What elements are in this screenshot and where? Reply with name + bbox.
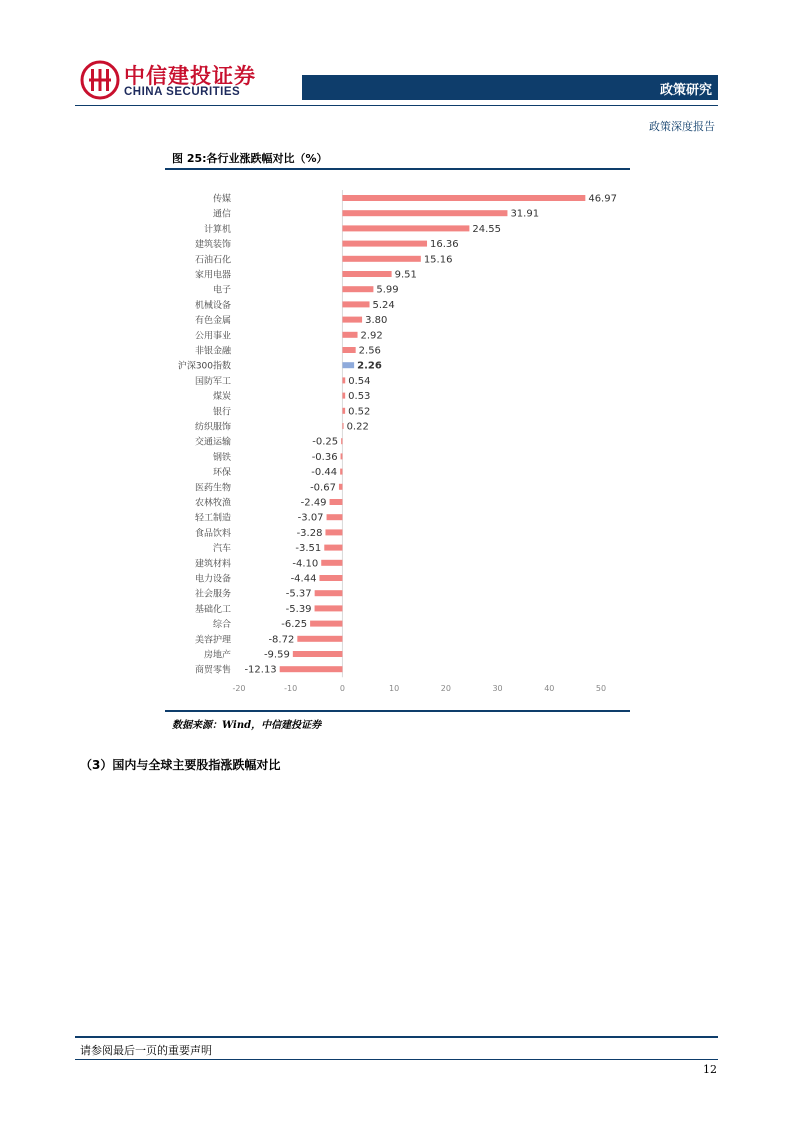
category-label: 美容护理 <box>194 635 231 646</box>
bar <box>321 560 342 566</box>
category-label: 家用电器 <box>194 270 231 281</box>
section-heading: （3）国内与全球主要股指涨跌幅对比 <box>80 758 281 772</box>
bar <box>340 469 342 475</box>
bar <box>310 621 342 627</box>
figure-bottom-rule <box>165 710 630 712</box>
data-label: 31.91 <box>510 208 540 220</box>
citic-logo-icon <box>80 60 120 100</box>
data-label: 15.16 <box>423 254 453 266</box>
bar <box>342 347 355 353</box>
category-label: 非银金融 <box>194 346 231 357</box>
page-number: 12 <box>703 1063 717 1076</box>
bar <box>342 408 345 414</box>
bar <box>342 301 369 307</box>
data-label: -0.67 <box>310 482 336 494</box>
bar <box>342 286 373 292</box>
category-label: 社会服务 <box>194 589 231 600</box>
x-tick-label: 50 <box>595 684 607 693</box>
figure-top-rule <box>165 168 630 170</box>
logo-text-cn: 中信建投证券 <box>124 64 256 88</box>
category-label: 计算机 <box>203 224 231 235</box>
data-label: 24.55 <box>472 223 502 235</box>
x-tick-label: 30 <box>492 684 503 693</box>
header-bar <box>302 75 718 100</box>
data-label: 2.26 <box>357 360 382 372</box>
bar <box>342 256 420 262</box>
logo-text-en: CHINA SECURITIES <box>124 86 241 98</box>
category-label: 沪深300指数 <box>177 361 231 372</box>
data-label: -0.36 <box>311 451 338 463</box>
category-label: 通信 <box>212 209 231 220</box>
bar <box>342 423 343 429</box>
bar <box>342 393 345 399</box>
x-tick-label: 20 <box>440 684 451 693</box>
bar <box>341 438 342 444</box>
category-label: 石油石化 <box>194 255 231 266</box>
data-label: -0.44 <box>311 467 338 479</box>
category-label: 钢铁 <box>212 452 231 463</box>
category-label: 电子 <box>212 285 231 296</box>
data-label: 2.92 <box>360 330 383 342</box>
company-logo <box>80 60 260 104</box>
category-label: 国防军工 <box>194 376 231 387</box>
category-label: 电力设备 <box>194 574 231 585</box>
bar <box>342 225 469 231</box>
category-label: 基础化工 <box>194 604 231 615</box>
header-divider <box>75 105 718 106</box>
data-label: -3.07 <box>297 512 324 524</box>
x-tick-label: -10 <box>284 684 298 693</box>
data-label: -9.59 <box>263 649 290 661</box>
data-label: 46.97 <box>588 193 617 205</box>
report-type: 政策深度报告 <box>649 120 715 133</box>
bar <box>327 514 343 520</box>
category-label: 汽车 <box>212 544 231 555</box>
x-tick-label: 0 <box>339 684 345 693</box>
data-label: -5.37 <box>285 588 312 600</box>
data-label: 0.53 <box>348 391 371 403</box>
x-tick-label: 10 <box>389 684 400 693</box>
category-label: 建筑装饰 <box>194 240 231 251</box>
data-label: 16.36 <box>430 239 459 251</box>
category-label: 商贸零售 <box>194 665 231 676</box>
bar <box>342 271 391 277</box>
category-label: 交通运输 <box>194 437 231 448</box>
bar <box>342 332 357 338</box>
figure-source: 数据来源：Wind，中信建投证券 <box>172 720 322 731</box>
footer-divider <box>75 1036 718 1038</box>
category-label: 轻工制造 <box>194 513 231 524</box>
data-label: 5.24 <box>372 299 395 311</box>
data-label: 5.99 <box>376 284 399 296</box>
data-label: -4.10 <box>292 558 319 570</box>
data-label: 9.51 <box>394 269 417 281</box>
data-label: -6.25 <box>281 619 308 631</box>
data-label: -0.25 <box>312 436 339 448</box>
bar <box>315 590 343 596</box>
x-tick-label: -20 <box>232 684 246 693</box>
bar <box>339 484 342 490</box>
x-tick-label: 40 <box>544 684 555 693</box>
bar <box>342 362 354 368</box>
footer-disclaimer: 请参阅最后一页的重要声明 <box>80 1044 212 1057</box>
data-label: 0.22 <box>346 421 369 433</box>
industry-change-bar-chart <box>165 172 630 708</box>
section-label: 政策研究 <box>659 83 712 98</box>
category-label: 综合 <box>212 620 231 631</box>
bar <box>280 666 343 672</box>
bar <box>324 545 342 551</box>
bar <box>342 317 362 323</box>
category-label: 有色金属 <box>194 316 231 327</box>
data-label: -5.39 <box>285 603 312 615</box>
bar <box>319 575 342 581</box>
category-label: 环保 <box>212 468 231 479</box>
bar <box>342 377 345 383</box>
bar <box>325 529 342 535</box>
category-label: 医药生物 <box>194 483 231 494</box>
category-label: 银行 <box>212 407 231 418</box>
data-label: -2.49 <box>300 497 327 509</box>
data-label: -4.44 <box>290 573 317 585</box>
data-label: -3.51 <box>295 543 322 555</box>
category-label: 煤炭 <box>212 392 231 403</box>
bar <box>293 651 343 657</box>
category-label: 农林牧渔 <box>194 498 231 509</box>
category-label: 公用事业 <box>194 331 231 342</box>
bar <box>297 636 342 642</box>
figure-title: 图 25:各行业涨跌幅对比（%） <box>172 152 328 165</box>
data-label: -12.13 <box>244 664 277 676</box>
data-label: -3.28 <box>296 527 323 539</box>
bar <box>341 453 343 459</box>
bar <box>342 195 585 201</box>
bar <box>315 605 343 611</box>
category-label: 机械设备 <box>194 300 231 311</box>
bar <box>342 241 427 247</box>
data-label: -8.72 <box>268 634 295 646</box>
bar <box>330 499 343 505</box>
footer-divider-2 <box>75 1059 718 1060</box>
data-label: 0.54 <box>348 375 371 387</box>
data-label: 2.56 <box>358 345 381 357</box>
category-label: 建筑材料 <box>194 559 231 570</box>
data-label: 0.52 <box>348 406 371 418</box>
bar <box>342 210 507 216</box>
category-label: 房地产 <box>203 650 231 661</box>
data-label: 3.80 <box>365 315 388 327</box>
category-label: 传媒 <box>212 194 231 205</box>
category-label: 纺织服饰 <box>194 422 231 433</box>
category-label: 食品饮料 <box>194 528 231 539</box>
